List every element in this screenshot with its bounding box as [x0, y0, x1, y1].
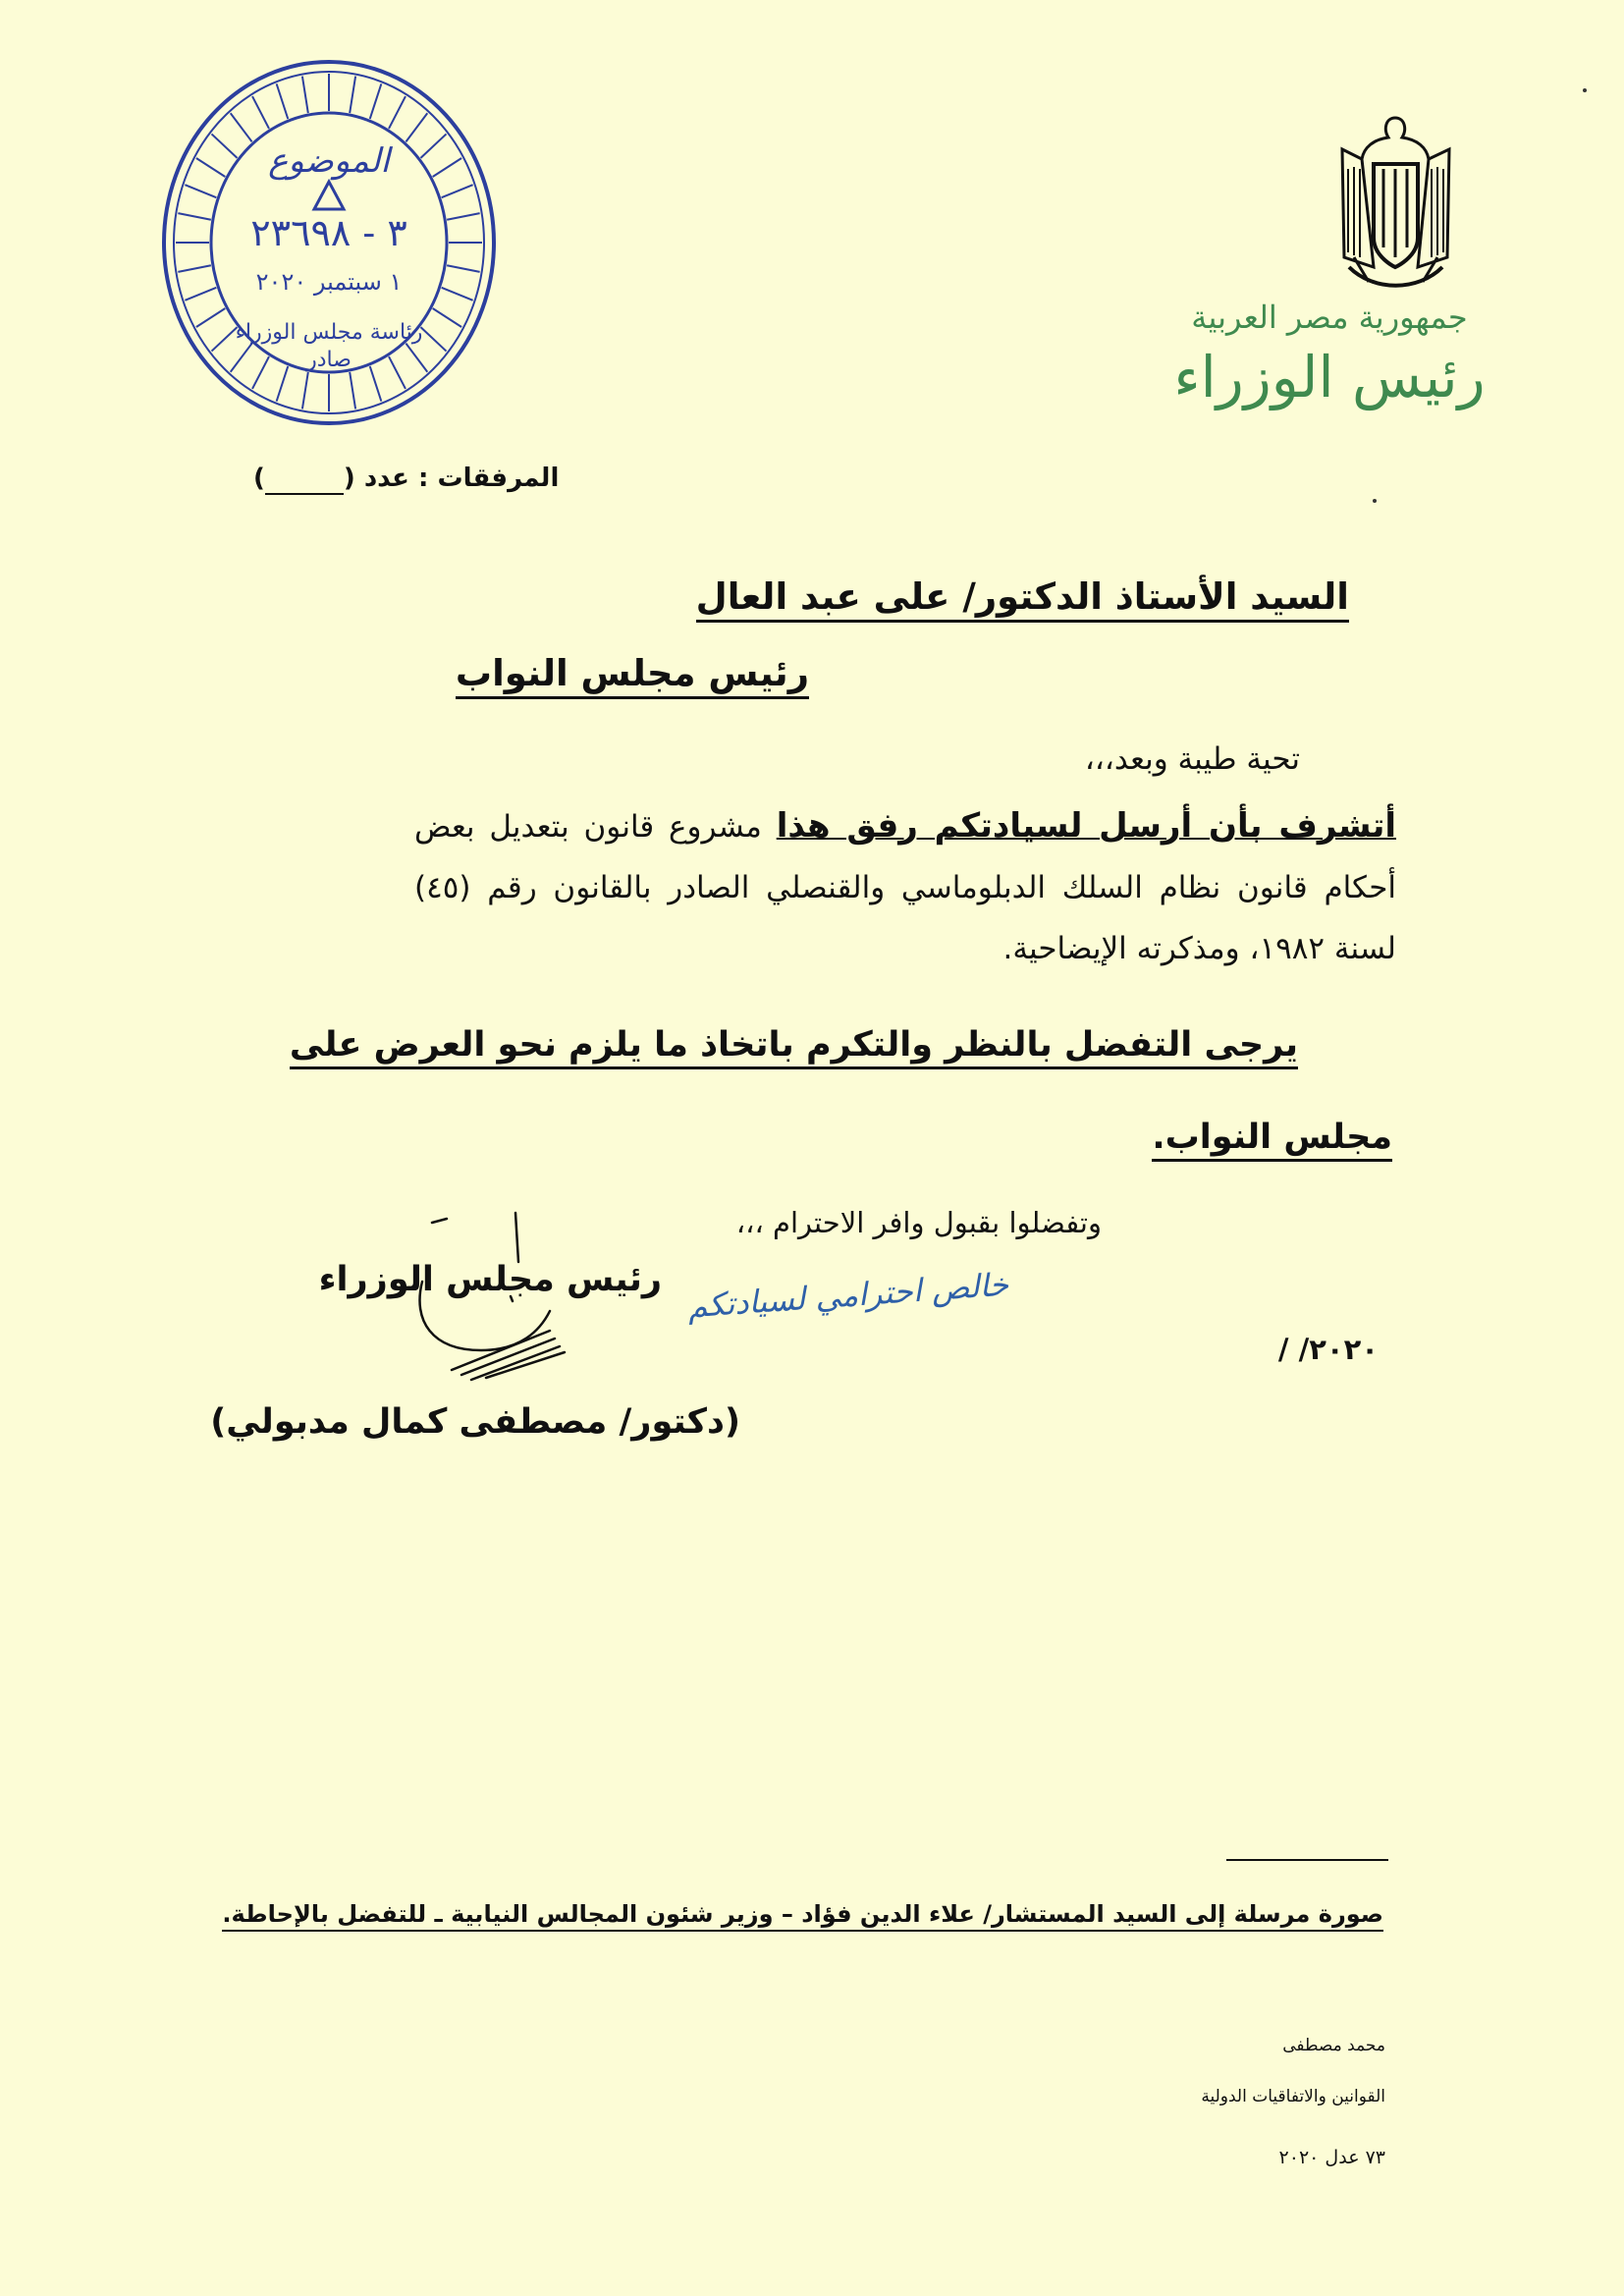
- stamp-ring-tick: [178, 213, 210, 220]
- reference-number: ٧٣ عدل ٢٠٢٠: [1278, 2147, 1385, 2168]
- attachments-close: ): [253, 464, 265, 493]
- closing-line: وتفضلوا بقبول وافر الاحترام ،،،: [735, 1206, 1102, 1239]
- stamp-ring-tick: [277, 83, 289, 119]
- greeting: تحية طيبة وبعد،،،: [1084, 741, 1300, 777]
- letterhead-republic: جمهورية مصر العربية: [1191, 299, 1468, 336]
- stamp-ring-tick: [302, 372, 308, 409]
- recipient-name: السيد الأستاذ الدكتور/ على عبد العال: [696, 575, 1349, 623]
- stamp-ring-tick: [433, 308, 461, 327]
- attachments-blank: [265, 464, 344, 495]
- stamp-ring-tick: [231, 113, 252, 141]
- stamp-date: ١ سبتمبر ٢٠٢٠: [255, 268, 403, 296]
- stamp-ring-tick: [350, 77, 355, 113]
- paragraph-rest: مشروع قانون بتعديل بعض أحكام قانون نظام السلك الدبلوماسي والقنصلي الصادر بالقانون رقم (٤٥) لسنة ١٩٨٢، ومذكرته الإيضاحية.: [414, 809, 1396, 966]
- stamp-ring-tick: [406, 113, 427, 141]
- stamp-ring-tick: [211, 327, 237, 351]
- stamp-handwritten: الموضوع: [268, 141, 390, 181]
- stamp-label-issued: صادر: [306, 348, 352, 372]
- stamp-ring-tick: [252, 356, 269, 389]
- prepared-by: محمد مصطفى: [1282, 2036, 1385, 2055]
- official-stamp: [157, 54, 501, 432]
- body-paragraph-1: [414, 795, 1396, 979]
- stamp-ring-tick: [406, 344, 427, 372]
- handwritten-note: خالص احترامي لسيادتكم: [686, 1265, 1010, 1326]
- stamp-ring-tick: [433, 158, 461, 177]
- recipient-title: رئيس مجلس النواب: [456, 652, 809, 699]
- letter-date: / /٢٠٢٠: [1277, 1333, 1379, 1366]
- stamp-ring-tick: [211, 134, 237, 157]
- signer-name: (دكتور/ مصطفى كمال مدبولي): [210, 1402, 740, 1442]
- attachments-label: المرفقات : عدد (: [343, 464, 560, 493]
- stamp-ring-tick: [442, 185, 473, 197]
- stamp-ring-tick: [277, 366, 289, 402]
- mark-dot: [1583, 88, 1587, 92]
- stamp-ring-tick: [231, 344, 252, 372]
- stamp-label: رئاسة مجلس الوزراء: [235, 320, 423, 345]
- body-paragraph-2-line-2: مجلس النواب.: [1152, 1118, 1392, 1162]
- letterhead: [1153, 299, 1506, 410]
- stamp-ring-tick: [350, 372, 355, 409]
- carbon-copy-line: صورة مرسلة إلى السيد المستشار/ علاء الدين فؤاد – وزير شئون المجالس النيابية ـ للتفضل بالإحاطة.: [222, 1900, 1383, 1932]
- eagle-emblem-icon: [1334, 110, 1457, 292]
- stamp-ring-tick: [370, 83, 382, 119]
- stamp-number: ٣ - ٢٣٦٩٨: [250, 211, 407, 254]
- signer-title: رئيس مجلس الوزراء: [318, 1260, 662, 1299]
- stamp-ring-tick: [252, 96, 269, 129]
- mark-dot: [1373, 499, 1377, 503]
- attachments-line: [253, 464, 559, 495]
- stamp-ring-tick: [447, 265, 479, 272]
- letterhead-office: رئيس الوزراء: [1173, 344, 1486, 410]
- stamp-ring-tick: [185, 288, 216, 301]
- stamp-ring-tick: [370, 366, 382, 402]
- stamp-ring-tick: [185, 185, 216, 197]
- stamp-ring-tick: [389, 356, 406, 389]
- stamp-ring-tick: [302, 77, 308, 113]
- stamp-ring-tick: [178, 265, 210, 272]
- stamp-ring-tick: [389, 96, 406, 129]
- paragraph-lead: أتشرف بأن أرسل لسيادتكم رفق هذا: [776, 806, 1397, 846]
- stamp-ring-tick: [420, 134, 446, 157]
- stamp-ring-tick: [447, 213, 479, 220]
- stamp-ring-tick: [196, 308, 225, 327]
- stamp-ring-tick: [442, 288, 473, 301]
- footer-divider: [1226, 1859, 1388, 1861]
- body-paragraph-2-line-1: يرجى التفضل بالنظر والتكرم باتخاذ ما يلزم نحو العرض على: [290, 1025, 1298, 1069]
- stamp-ring-tick: [196, 158, 225, 177]
- stamp-ring-tick: [420, 327, 446, 351]
- department: القوانين والاتفاقيات الدولية: [1201, 2087, 1385, 2106]
